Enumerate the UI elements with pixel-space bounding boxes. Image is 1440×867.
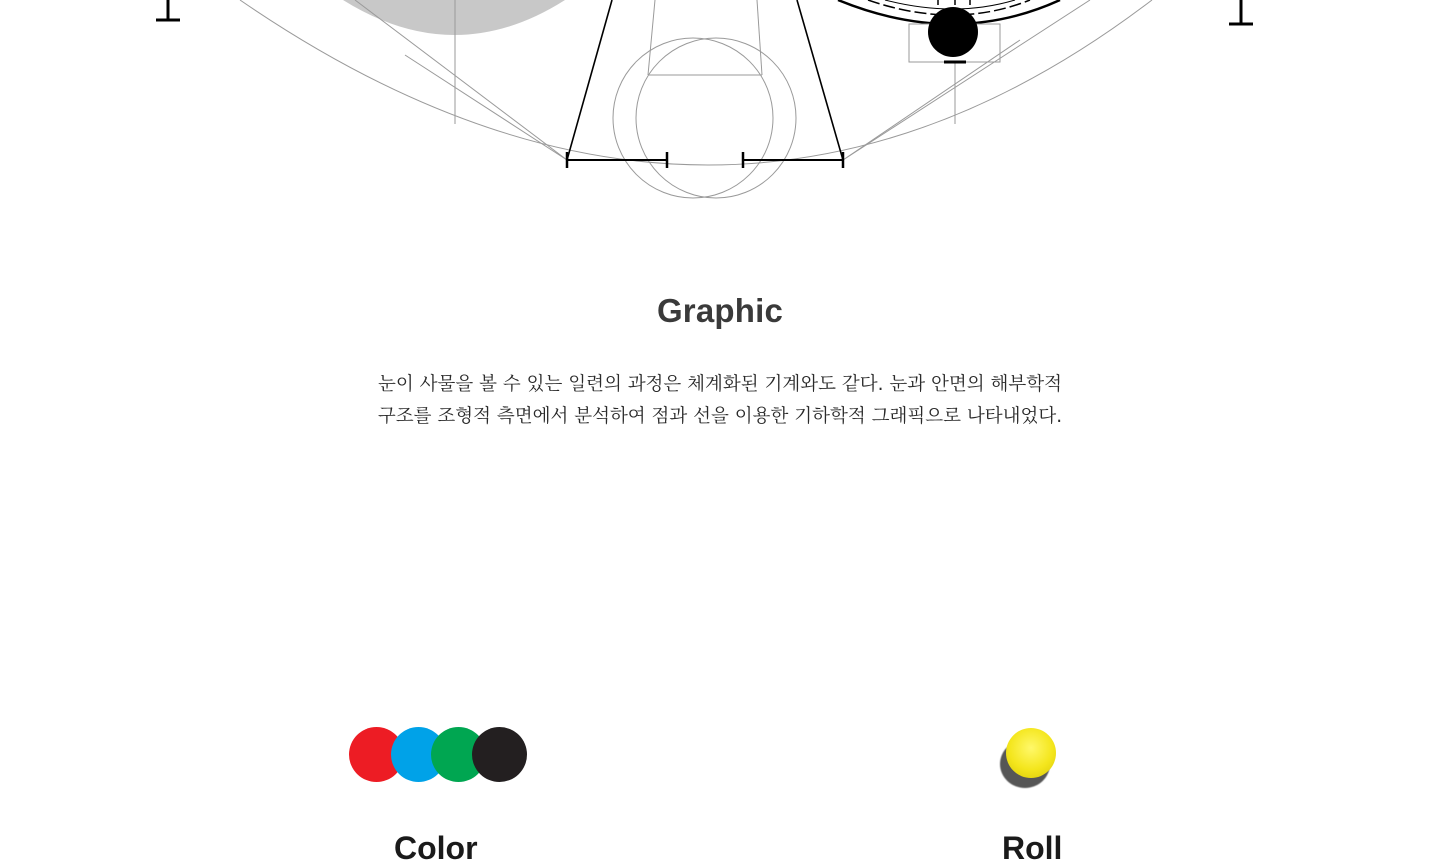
graphic-title: Graphic [656, 292, 784, 329]
graphic-description-line2: 구조를 조형적 측면에서 분석하여 점과 선을 이용한 기하학적 그래픽으로 나타내었다. [377, 406, 1063, 427]
pupil-dot [928, 7, 978, 57]
overlap-circle-right [636, 38, 796, 198]
geometric-eye-graphic [0, 0, 1440, 240]
outer-arc [240, 0, 1152, 165]
color-label: Color [394, 830, 478, 866]
roll-ball-core [1006, 728, 1056, 778]
gray-circle [343, 0, 565, 35]
color-swatches [348, 726, 530, 784]
graphic-description [320, 369, 1120, 433]
overlap-circle-left [613, 38, 773, 198]
swatch-black [472, 727, 527, 782]
roll-ball [997, 726, 1061, 792]
roll-label: Roll [1002, 830, 1063, 866]
graphic-description-line1: 눈이 사물을 볼 수 있는 일련의 과정은 체계화된 기계와도 같다. 눈과 안면의 해부학적 [377, 374, 1063, 395]
